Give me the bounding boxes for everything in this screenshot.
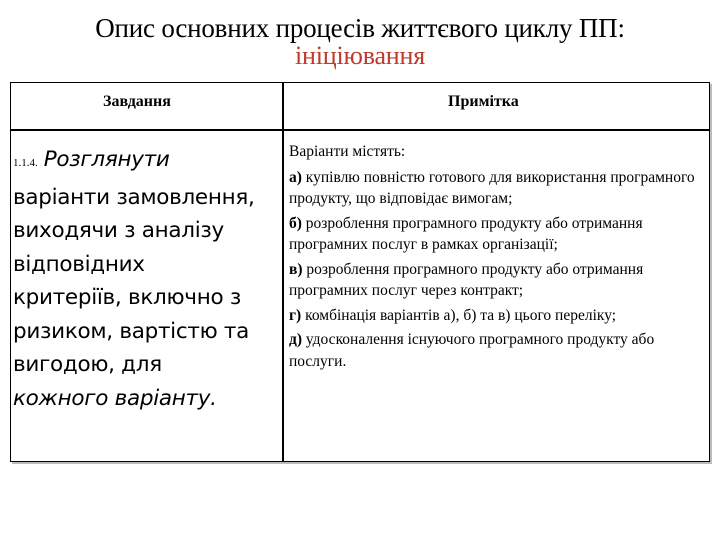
note-item-v bbox=[289, 259, 707, 302]
note-item-a bbox=[289, 167, 707, 210]
note-marker: г) bbox=[289, 306, 302, 324]
note-item-d bbox=[289, 329, 707, 372]
note-marker: б) bbox=[289, 214, 302, 232]
title-line-2: ініціювання bbox=[295, 41, 425, 70]
task-line-8: кожного варіанту. bbox=[13, 385, 217, 411]
task-number: 1.1.4. bbox=[13, 157, 38, 169]
task-line-1 bbox=[13, 143, 279, 181]
column-header-task: Завдання bbox=[103, 93, 171, 110]
slide-title bbox=[0, 14, 720, 70]
task-cell bbox=[13, 143, 279, 415]
note-text: удосконалення існуючого програмного продукту або послуги. bbox=[289, 331, 655, 370]
task-line-4: відповідних bbox=[13, 251, 145, 277]
task-line-3: виходячи з аналізу bbox=[13, 218, 224, 243]
task-line-7: вигодою, для bbox=[13, 352, 162, 377]
note-cell bbox=[289, 141, 707, 375]
note-marker: д) bbox=[289, 331, 303, 348]
note-marker: а) bbox=[289, 168, 302, 186]
note-item-g bbox=[289, 305, 707, 327]
note-item-b bbox=[289, 213, 707, 256]
process-table bbox=[10, 82, 710, 462]
title-line-1: Опис основних процесів життєвого циклу ПП: bbox=[95, 13, 625, 43]
note-text: купівлю повністю готового для використання програмного продукту, що відповідає вимогам; bbox=[289, 168, 695, 207]
column-divider bbox=[282, 83, 284, 461]
task-line-2: варіанти замовлення, bbox=[13, 184, 255, 210]
note-text: комбінація варіантів а), б) та в) цього переліку; bbox=[301, 306, 617, 324]
note-text: розроблення програмного продукту або отримання програмних послуг в рамках організації; bbox=[289, 214, 643, 253]
task-line-5: критеріїв, включно з bbox=[13, 285, 241, 310]
note-marker: в) bbox=[289, 260, 303, 278]
task-line-6: ризиком, вартістю та bbox=[13, 318, 250, 344]
task-line-text: Розглянути bbox=[43, 147, 170, 172]
table-header-row bbox=[11, 83, 709, 131]
note-text: розроблення програмного продукту або отримання програмних послуг через контракт; bbox=[289, 260, 644, 299]
notes-intro: Варіанти містять: bbox=[289, 143, 406, 160]
column-header-note: Примітка bbox=[448, 93, 519, 110]
